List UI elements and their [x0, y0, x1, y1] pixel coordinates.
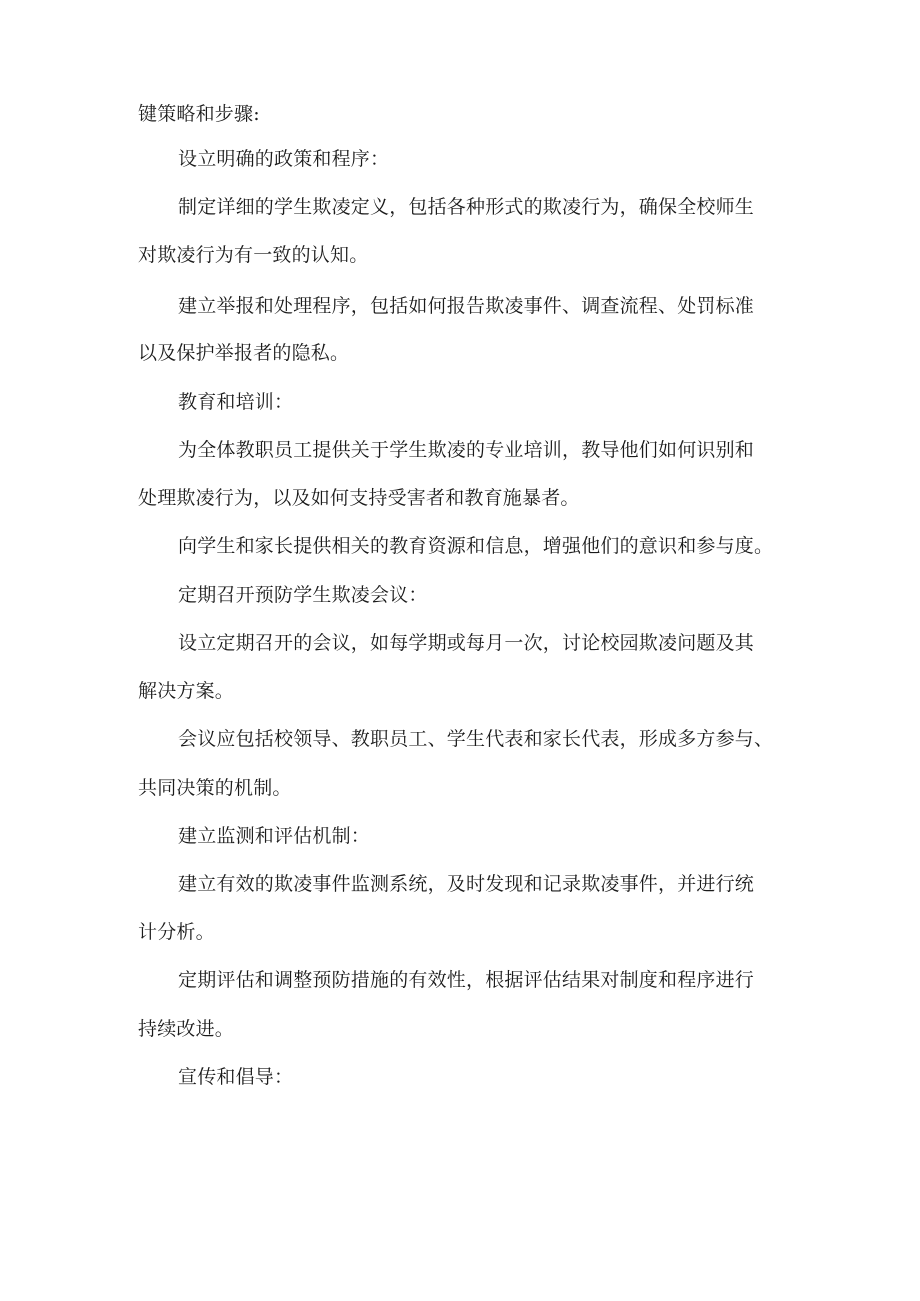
paragraph-line: 持续改进。 [138, 1018, 235, 1040]
section-heading: 建立监测和评估机制： [178, 825, 371, 847]
section-heading: 宣传和倡导： [178, 1066, 294, 1088]
paragraph-line: 建立举报和处理程序，包括如何报告欺凌事件、调查流程、处罚标准 [178, 295, 755, 317]
paragraph-line: 会议应包括校领导、教职员工、学生代表和家长代表，形成多方参与、 [178, 728, 774, 750]
paragraph-line: 解决方案。 [138, 680, 235, 702]
section-heading: 定期召开预防学生欺凌会议： [178, 584, 428, 606]
paragraph-line: 制定详细的学生欺凌定义，包括各种形式的欺凌行为，确保全校师生 [178, 196, 755, 218]
paragraph-line: 处理欺凌行为，以及如何支持受害者和教育施暴者。 [138, 487, 580, 509]
paragraph-line: 计分析。 [138, 921, 215, 943]
paragraph-line: 建立有效的欺凌事件监测系统，及时发现和记录欺凌事件，并进行统 [178, 873, 755, 895]
text-line: 键策略和步骤: [138, 103, 260, 125]
section-heading: 教育和培训： [178, 391, 294, 413]
paragraph-line: 为全体教职员工提供关于学生欺凌的专业培训，教导他们如何识别和 [178, 439, 755, 461]
paragraph-line: 以及保护举报者的隐私。 [138, 342, 350, 364]
paragraph-line: 共同决策的机制。 [138, 777, 292, 799]
paragraph-line: 定期评估和调整预防措施的有效性，根据评估结果对制度和程序进行 [178, 969, 755, 991]
section-heading: 设立明确的政策和程序： [178, 148, 390, 170]
paragraph-line: 对欺凌行为有一致的认知。 [138, 244, 369, 266]
paragraph-line: 设立定期召开的会议，如每学期或每月一次，讨论校园欺凌问题及其 [178, 632, 755, 654]
paragraph-line: 向学生和家长提供相关的教育资源和信息，增强他们的意识和参与度。 [178, 535, 774, 557]
